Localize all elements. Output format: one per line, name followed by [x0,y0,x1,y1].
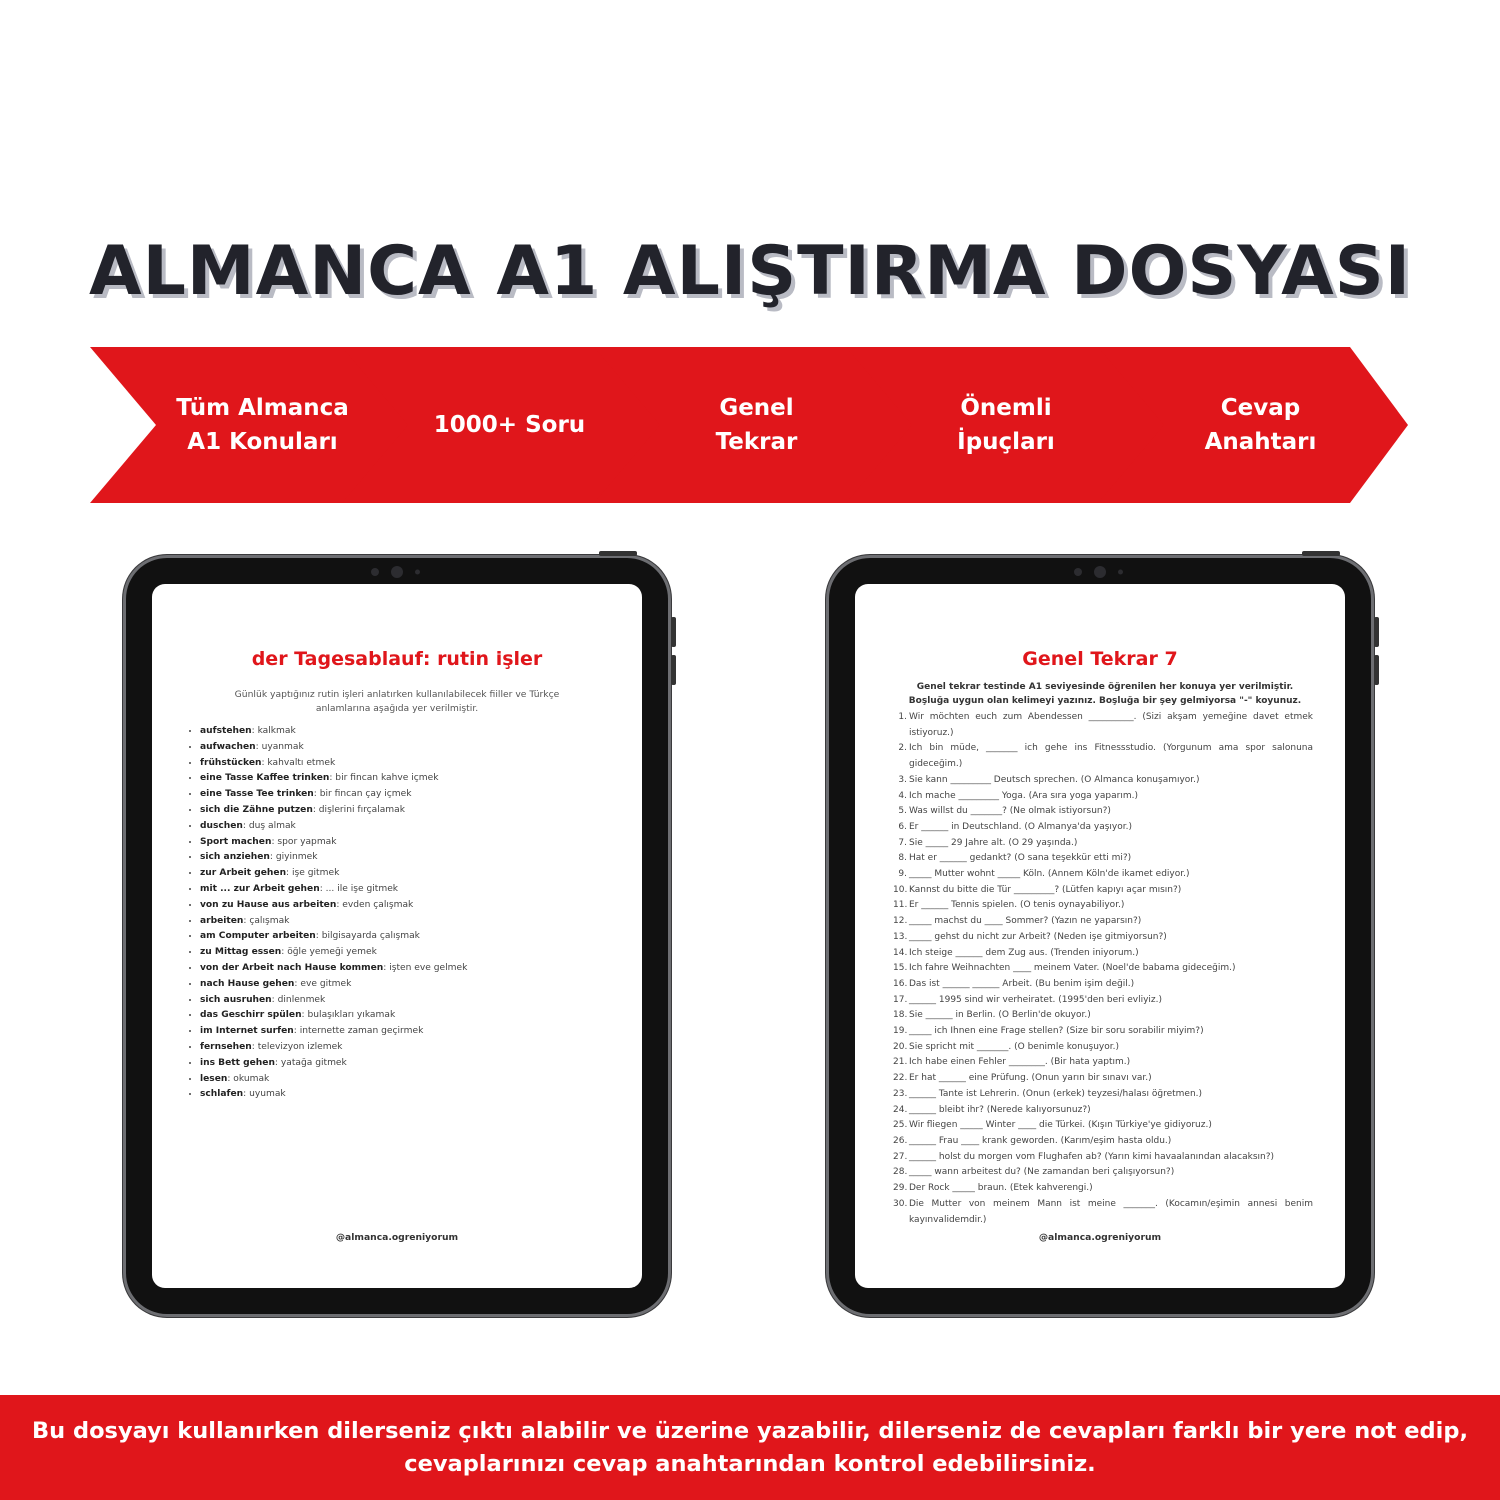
question-text: Das ist ______ ______ Arbeit. (Bu benim işim değil.) [909,978,1135,989]
vocab-turkish: : işe gitmek [286,868,340,879]
vocab-item [200,740,467,756]
footer-banner [0,1395,1500,1500]
vocab-german: sich die Zähne putzen [200,804,313,815]
question-item [893,930,1313,946]
tablet-left [123,555,671,1317]
vocab-german: sich ausruhen [200,994,272,1005]
question-number: 15. [893,963,908,974]
question-item [893,898,1313,914]
question-number: 1. [898,712,907,722]
question-item [893,961,1313,977]
vocab-german: im Internet surfen [200,1026,294,1037]
question-number: 24. [893,1104,908,1115]
vocab-item [200,724,467,740]
question-item [893,883,1313,899]
question-number: 6. [898,821,907,832]
instagram-handle: @almanca.ogreniyorum [335,1232,459,1243]
vocab-german: fernsehen [200,1041,252,1052]
question-item [893,1040,1313,1056]
question-number: 17. [893,994,908,1005]
vocab-list [186,724,467,1103]
vocab-item [200,1008,467,1024]
vocab-turkish: : eve gitmek [294,978,352,989]
question-number: 18. [893,1010,908,1021]
question-item [893,836,1313,852]
vocab-turkish: : yatağa gitmek [274,1057,347,1068]
question-number: 23. [893,1088,908,1099]
vocab-german: mit ... zur Arbeit gehen [200,883,320,894]
step-label: Önemli İpuçları [957,395,1055,455]
vocab-german: zu Mittag essen [200,947,282,958]
vocab-item [200,787,467,803]
question-text: Ich bin müde, _______ ich gehe ins Fitnessstudio. (Yorgunum ama spor salonuna gideceğim.) [909,743,1313,770]
vocab-turkish: : bir fincan çay içmek [313,789,412,800]
question-text: _____ Mutter wohnt _____ Köln. (Annem Köln'de ikamet ediyor.) [909,869,1190,880]
question-item [893,1008,1313,1024]
feature-steps [0,345,1500,505]
question-item [893,1118,1313,1134]
volume-down-button [671,655,676,685]
question-number: 21. [893,1057,908,1068]
question-item [893,914,1313,930]
vocab-german: duschen [200,820,243,831]
doc-title: der Tagesablauf: rutin işler [251,648,543,670]
question-number: 2. [898,743,907,754]
vocab-german: das Geschirr spülen [200,1010,302,1021]
power-button [599,551,637,556]
question-number: 11. [893,900,908,911]
question-item [893,1055,1313,1071]
vocab-turkish: : kahvaltı etmek [261,757,336,768]
question-text: Ich steige ______ dem Zug aus. (Trenden iniyorum.) [909,947,1139,958]
vocab-turkish: : duş almak [242,820,296,831]
question-text: ______ 1995 sind wir verheiratet. (1995'den beri evliyiz.) [909,994,1162,1005]
tablet-right [826,555,1374,1317]
doc-intro-line: Boşluğa uygun olan kelimeyi yazınız. Boşluğa bir şey gelmiyorsa "-" koyunuz. [908,696,1302,706]
vocab-item [200,866,467,882]
question-item [893,1024,1313,1040]
question-number: 9. [898,869,907,880]
question-number: 7. [898,837,907,848]
question-number: 28. [893,1167,908,1178]
vocab-turkish: : dişlerini fırçalamak [312,804,406,815]
question-text: Wir fliegen _____ Winter ____ die Türkei. (Kışın Türkiye'ye gidiyoruz.) [909,1120,1212,1131]
question-text: Sie kann _________ Deutsch sprechen. (O Almanca konuşamıyor.) [909,774,1200,785]
question-item [893,1134,1313,1150]
vocab-turkish: : televizyon izlemek [251,1041,343,1052]
question-text: Was willst du _______? (Ne olmak istiyorsun?) [909,806,1111,817]
camera-icon [367,566,427,578]
question-text: Hat er ______ gedankt? (O sana teşekkür etti mi?) [909,853,1132,864]
question-text: Ich fahre Weihnachten ____ meinem Vater. (Noel'de babama gideceğim.) [909,963,1236,974]
footer-text: Bu dosyayı kullanırken dilerseniz çıktı alabilir ve üzerine yazabilir, dilerseniz de cevapları farklı bir yere not edip, cevaplarınızı cevap anahtarından kontrol edebilirsiniz. [31,1417,1468,1477]
question-number: 29. [893,1183,908,1194]
question-text: _____ gehst du nicht zur Arbeit? (Neden işe gitmiyorsun?) [909,931,1167,942]
question-text: Sie spricht mit _______. (O benimle konuşuyor.) [909,1041,1119,1052]
doc-title: Genel Tekrar 7 [1022,648,1178,670]
vocab-german: eine Tasse Tee trinken [200,789,314,800]
vocab-turkish: : işten eve gelmek [383,962,468,973]
question-number: 20. [893,1041,908,1052]
vocab-item [200,819,467,835]
vocab-turkish: : uyumak [243,1089,286,1100]
vocab-item [200,771,467,787]
question-item [893,1087,1313,1103]
vocab-german: aufwachen [200,741,256,752]
question-item [893,789,1313,805]
vocab-turkish: : giyinmek [269,852,318,863]
question-text: Sie ______ in Berlin. (O Berlin'de okuyor.) [909,1010,1091,1021]
page-title: ALMANCA A1 ALIŞTIRMA DOSYASI [88,232,1412,311]
vocab-turkish: : okumak [227,1073,270,1084]
vocab-item [200,882,467,898]
question-item [893,1165,1313,1181]
step-label: Cevap Anahtarı [1204,395,1317,455]
question-text: _____ machst du ____ Sommer? (Yazın ne yaparsın?) [909,916,1142,927]
question-item [893,1071,1313,1087]
tablet-screen [152,584,642,1288]
question-text: Kannst du bitte die Tür _________? (Lütfen kapıyı açar mısın?) [909,884,1182,895]
question-number: 4. [898,790,907,801]
vocab-item [200,945,467,961]
step-label: 1000+ Soru [433,412,586,438]
question-item [893,946,1313,962]
vocab-item [200,929,467,945]
question-item [893,1103,1313,1119]
question-number: 14. [893,947,908,958]
question-item [893,741,1313,772]
step-label: Genel Tekrar [715,395,798,455]
vocab-item [200,977,467,993]
question-number: 3. [898,774,907,785]
vocab-turkish: : dinlenmek [271,994,326,1005]
question-item [893,710,1313,741]
vocab-german: sich anziehen [200,852,270,863]
vocab-german: aufstehen [200,726,252,736]
volume-down-button [1374,655,1379,685]
question-text: ______ Frau ____ krank geworden. (Karım/eşim hasta oldu.) [909,1135,1172,1146]
vocab-german: am Computer arbeiten [200,931,316,942]
vocab-item [200,850,467,866]
vocab-german: von zu Hause aus arbeiten [200,899,337,910]
question-text: Die Mutter von meinem Mann ist meine _______. (Kocamın/eşimin annesi benim kayınvalidemdir.) [909,1198,1313,1225]
step-label: Tüm Almanca A1 Konuları [176,395,349,455]
vocab-german: arbeiten [200,915,244,926]
vocab-turkish: : uyanmak [255,741,304,752]
question-text: ______ holst du morgen vom Flughafen ab? (Yarın kimi havaalanından alacaksın?) [909,1151,1275,1162]
question-number: 30. [893,1198,908,1209]
question-text: ______ Tante ist Lehrerin. (Onun (erkek) teyzesi/halası öğretmen.) [909,1088,1203,1099]
question-number: 10. [893,884,908,895]
vocab-turkish: : bir fincan kahve içmek [329,773,439,784]
vocab-item [200,756,467,772]
vocab-turkish: : evden çalışmak [336,899,414,910]
question-number: 25. [893,1120,908,1131]
question-item [893,773,1313,789]
question-text: Er ______ in Deutschland. (O Almanya'da yaşıyor.) [909,821,1132,832]
vocab-turkish: : çalışmak [243,915,290,926]
vocab-item [200,835,467,851]
question-text: Wir möchten euch zum Abendessen __________. (Sizi akşam yemeğine davet etmek istiyoruz.) [909,712,1313,738]
vocab-german: schlafen [200,1089,244,1100]
vocab-turkish: : bilgisayarda çalışmak [315,931,420,942]
question-number: 5. [898,806,907,817]
vocab-turkish: : bulaşıkları yıkamak [301,1010,396,1021]
vocab-german: eine Tasse Kaffee trinken [200,773,330,784]
question-number: 27. [893,1151,908,1162]
question-text: ______ bleibt ihr? (Nerede kalıyorsunuz?) [909,1104,1091,1115]
vocab-item [200,1024,467,1040]
vocab-item [200,898,467,914]
power-button [1302,551,1340,556]
volume-up-button [671,617,676,647]
question-number: 8. [898,853,907,864]
vocab-item [200,914,467,930]
vocab-item [200,1040,467,1056]
vocab-item [200,1087,467,1103]
vocab-item [200,1056,467,1072]
question-number: 19. [893,1026,908,1037]
question-text: _____ wann arbeitest du? (Ne zamandan beri çalışıyorsun?) [909,1167,1175,1178]
question-text: Sie _____ 29 Jahre alt. (O 29 yaşında.) [909,837,1078,848]
question-list [893,710,1313,1228]
question-number: 22. [893,1073,908,1084]
vocab-german: ins Bett gehen [200,1057,275,1068]
question-item [893,977,1313,993]
vocab-turkish: : internette zaman geçirmek [293,1026,424,1037]
doc-intro: Günlük yaptığınız rutin işleri anlatırken kullanılabilecek fiiller ve Türkçe anlamlarına aşağıda yer verilmiştir. [234,689,560,714]
question-text: Ich habe einen Fehler ________. (Bir hata yaptım.) [909,1057,1131,1068]
vocab-german: Sport machen [200,836,272,847]
question-item [893,851,1313,867]
step-5 [1098,345,1418,505]
question-item [893,993,1313,1009]
question-text: Ich mache _________ Yoga. (Ara sıra yoga yaparım.) [909,790,1138,801]
volume-up-button [1374,617,1379,647]
camera-icon [1070,566,1130,578]
vocab-item [200,961,467,977]
question-number: 16. [893,978,908,989]
question-number: 13. [893,931,908,942]
tablet-screen [855,584,1345,1288]
question-text: Der Rock _____ braun. (Etek kahverengi.) [909,1183,1093,1194]
question-text: _____ ich Ihnen eine Frage stellen? (Size bir soru sorabilir miyim?) [909,1026,1204,1037]
question-number: 12. [893,916,908,927]
instagram-handle: @almanca.ogreniyorum [1038,1232,1162,1243]
question-item [893,1181,1313,1197]
vocab-item [200,803,467,819]
vocab-turkish: : kalkmak [251,726,296,736]
vocab-item [200,993,467,1009]
question-text: Er ______ Tennis spielen. (O tenis oynayabiliyor.) [909,900,1125,911]
vocab-turkish: : ... ile işe gitmek [319,883,399,894]
vocab-german: lesen [200,1073,228,1084]
vocab-german: frühstücken [200,757,262,768]
vocab-item [200,1072,467,1088]
question-text: Er hat ______ eine Prüfung. (Onun yarın bir sınavı var.) [909,1073,1152,1084]
question-item [893,1150,1313,1166]
question-item [893,867,1313,883]
question-item [893,804,1313,820]
vocab-turkish: : öğle yemeği yemek [281,947,377,958]
vocab-german: von der Arbeit nach Hause kommen [200,962,384,973]
vocab-turkish: : spor yapmak [271,836,337,847]
question-item [893,820,1313,836]
doc-intro-line: Genel tekrar testinde A1 seviyesinde öğrenilen her konuya yer verilmiştir. [916,682,1294,692]
question-item [893,1197,1313,1228]
question-number: 26. [893,1135,908,1146]
vocab-german: nach Hause gehen [200,978,295,989]
doc-intro [895,680,1315,708]
vocab-german: zur Arbeit gehen [200,868,287,879]
